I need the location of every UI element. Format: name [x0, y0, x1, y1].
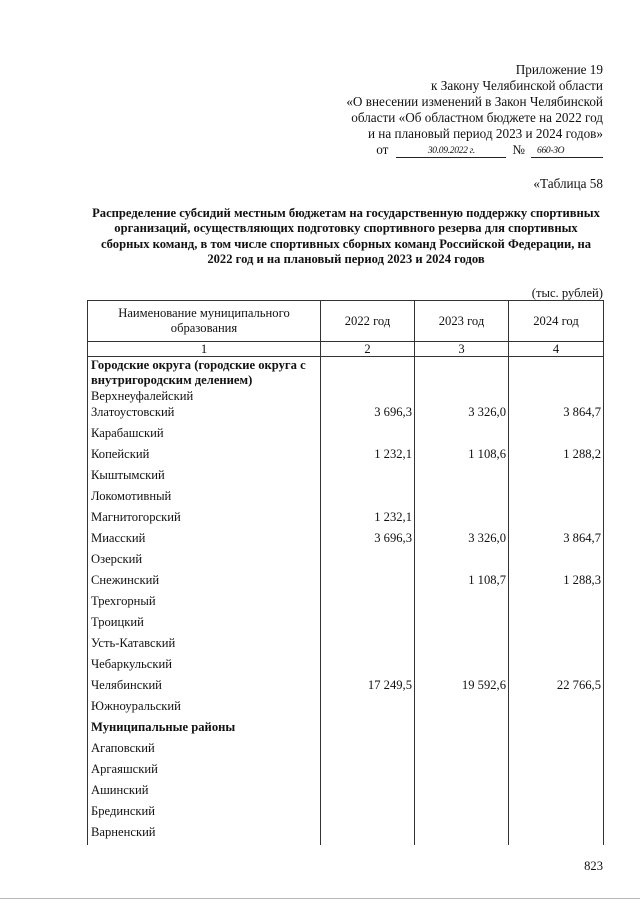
municipality-name: Кыштымский	[88, 467, 321, 488]
table-row	[88, 803, 604, 824]
law-number: 660-ЗО	[531, 145, 603, 158]
appendix-header-line: Приложение 19	[515, 62, 603, 77]
table-row	[88, 551, 604, 572]
value-2024	[509, 509, 604, 530]
value-2022	[321, 614, 415, 635]
table-row	[88, 824, 604, 845]
table-row	[88, 698, 604, 719]
value-2022	[321, 761, 415, 782]
municipality-name: Златоустовский	[88, 404, 321, 425]
value-2023	[415, 782, 509, 803]
value-2022	[321, 782, 415, 803]
table-row	[88, 572, 604, 593]
value-2023	[415, 509, 509, 530]
value-2024: 22 766,5	[509, 677, 604, 698]
municipality-name: Чебаркульский	[88, 656, 321, 677]
document-title: Распределение субсидий местным бюджетам на государственную поддержку спортивных организаций, осуществляющих подготовку спортивного резерва для спортивных сборных команд, в том числе спортивных сборных команд Российской Федерации, на 2022 год и на плановый период 2023 и 2024 годов	[92, 206, 600, 267]
municipality-name: Муниципальные районы	[88, 719, 321, 740]
column-number: 3	[415, 342, 509, 357]
municipality-name: Трехгорный	[88, 593, 321, 614]
column-number: 2	[321, 342, 415, 357]
municipality-name: Южноуральский	[88, 698, 321, 719]
value-2023	[415, 488, 509, 509]
header-municipality: Наименование муниципального образования	[88, 301, 321, 342]
value-2023: 3 326,0	[415, 404, 509, 425]
value-2022: 17 249,5	[321, 677, 415, 698]
column-number: 4	[509, 342, 604, 357]
table-row	[88, 635, 604, 656]
value-2024	[509, 593, 604, 614]
value-2023	[415, 740, 509, 761]
value-2024: 1 288,2	[509, 446, 604, 467]
header-2022: 2022 год	[321, 301, 415, 342]
value-2024	[509, 740, 604, 761]
value-2023	[415, 551, 509, 572]
value-2022	[321, 719, 415, 740]
value-2023	[415, 803, 509, 824]
value-2024	[509, 551, 604, 572]
value-2024	[509, 614, 604, 635]
column-number-row	[88, 342, 604, 357]
value-2023: 1 108,6	[415, 446, 509, 467]
header-2023: 2023 год	[415, 301, 509, 342]
header-2024: 2024 год	[509, 301, 604, 342]
municipality-name: Озерский	[88, 551, 321, 572]
table-row	[88, 388, 604, 404]
table-row	[88, 614, 604, 635]
municipality-name: Брединский	[88, 803, 321, 824]
table-row	[88, 593, 604, 614]
value-2022	[321, 357, 415, 389]
table-row	[88, 740, 604, 761]
municipality-name: Снежинский	[88, 572, 321, 593]
law-date: 30.09.2022 г.	[396, 145, 506, 158]
table-row	[88, 446, 604, 467]
value-2022: 3 696,3	[321, 404, 415, 425]
municipality-name: Агаповский	[88, 740, 321, 761]
value-2023	[415, 719, 509, 740]
value-2024	[509, 425, 604, 446]
value-2023	[415, 698, 509, 719]
value-2022	[321, 656, 415, 677]
value-2022	[321, 467, 415, 488]
units-label: (тыс. рублей)	[531, 286, 603, 300]
value-2022	[321, 803, 415, 824]
value-2022	[321, 593, 415, 614]
municipality-name: Аргаяшский	[88, 761, 321, 782]
table-header-row	[88, 301, 604, 342]
appendix-header-line: к Закону Челябинской области	[431, 78, 603, 93]
value-2023: 1 108,7	[415, 572, 509, 593]
value-2022	[321, 740, 415, 761]
value-2023	[415, 824, 509, 845]
value-2024: 3 864,7	[509, 530, 604, 551]
municipality-name: Городские округа (городские округа с внутригородским делением)	[88, 357, 321, 389]
table-row	[88, 761, 604, 782]
value-2024	[509, 782, 604, 803]
scan-edge-line	[0, 898, 640, 899]
value-2022: 1 232,1	[321, 509, 415, 530]
municipality-name: Миасский	[88, 530, 321, 551]
table-row	[88, 467, 604, 488]
value-2024: 3 864,7	[509, 404, 604, 425]
table-row	[88, 782, 604, 803]
municipality-name: Магнитогорский	[88, 509, 321, 530]
section-row	[88, 719, 604, 740]
value-2024	[509, 357, 604, 389]
appendix-header-line: «О внесении изменений в Закон Челябинской	[346, 94, 603, 109]
value-2023	[415, 467, 509, 488]
value-2022	[321, 488, 415, 509]
value-2023	[415, 656, 509, 677]
table-number: «Таблица 58	[533, 176, 603, 191]
value-2022: 3 696,3	[321, 530, 415, 551]
value-2023	[415, 593, 509, 614]
value-2022	[321, 635, 415, 656]
value-2022: 1 232,1	[321, 446, 415, 467]
table-row	[88, 530, 604, 551]
municipality-name: Копейский	[88, 446, 321, 467]
municipality-name: Челябинский	[88, 677, 321, 698]
column-number: 1	[88, 342, 321, 357]
table-row	[88, 425, 604, 446]
municipality-name: Троицкий	[88, 614, 321, 635]
value-2023	[415, 635, 509, 656]
value-2024	[509, 467, 604, 488]
table-row	[88, 488, 604, 509]
value-2023	[415, 357, 509, 389]
value-2024: 1 288,3	[509, 572, 604, 593]
value-2022	[321, 824, 415, 845]
appendix-header-line: и на плановый период 2023 и 2024 годов»	[367, 126, 603, 141]
value-2022	[321, 572, 415, 593]
value-2024	[509, 388, 604, 404]
value-2024	[509, 656, 604, 677]
municipality-name: Варненский	[88, 824, 321, 845]
table-row	[88, 677, 604, 698]
value-2023	[415, 388, 509, 404]
table-row	[88, 404, 604, 425]
table-row	[88, 656, 604, 677]
value-2023: 19 592,6	[415, 677, 509, 698]
municipality-name: Локомотивный	[88, 488, 321, 509]
value-2024	[509, 698, 604, 719]
value-2022	[321, 698, 415, 719]
municipality-name: Верхнеуфалейский	[88, 388, 321, 404]
page-number: 823	[584, 859, 603, 873]
subsidy-table	[87, 300, 604, 845]
value-2023	[415, 425, 509, 446]
municipality-name: Карабашский	[88, 425, 321, 446]
number-prefix: №	[512, 142, 525, 157]
value-2024	[509, 719, 604, 740]
value-2022	[321, 388, 415, 404]
value-2023	[415, 614, 509, 635]
value-2024	[509, 635, 604, 656]
value-2024	[509, 488, 604, 509]
appendix-header	[273, 62, 603, 158]
value-2024	[509, 824, 604, 845]
municipality-name: Усть-Катавский	[88, 635, 321, 656]
law-date-number-line	[273, 142, 603, 158]
value-2023	[415, 761, 509, 782]
value-2022	[321, 551, 415, 572]
value-2023: 3 326,0	[415, 530, 509, 551]
table-row	[88, 509, 604, 530]
value-2022	[321, 425, 415, 446]
date-prefix: от	[376, 142, 389, 157]
municipality-name: Ашинский	[88, 782, 321, 803]
value-2024	[509, 761, 604, 782]
section-row	[88, 357, 604, 389]
appendix-header-line: области «Об областном бюджете на 2022 год	[351, 110, 603, 125]
value-2024	[509, 803, 604, 824]
